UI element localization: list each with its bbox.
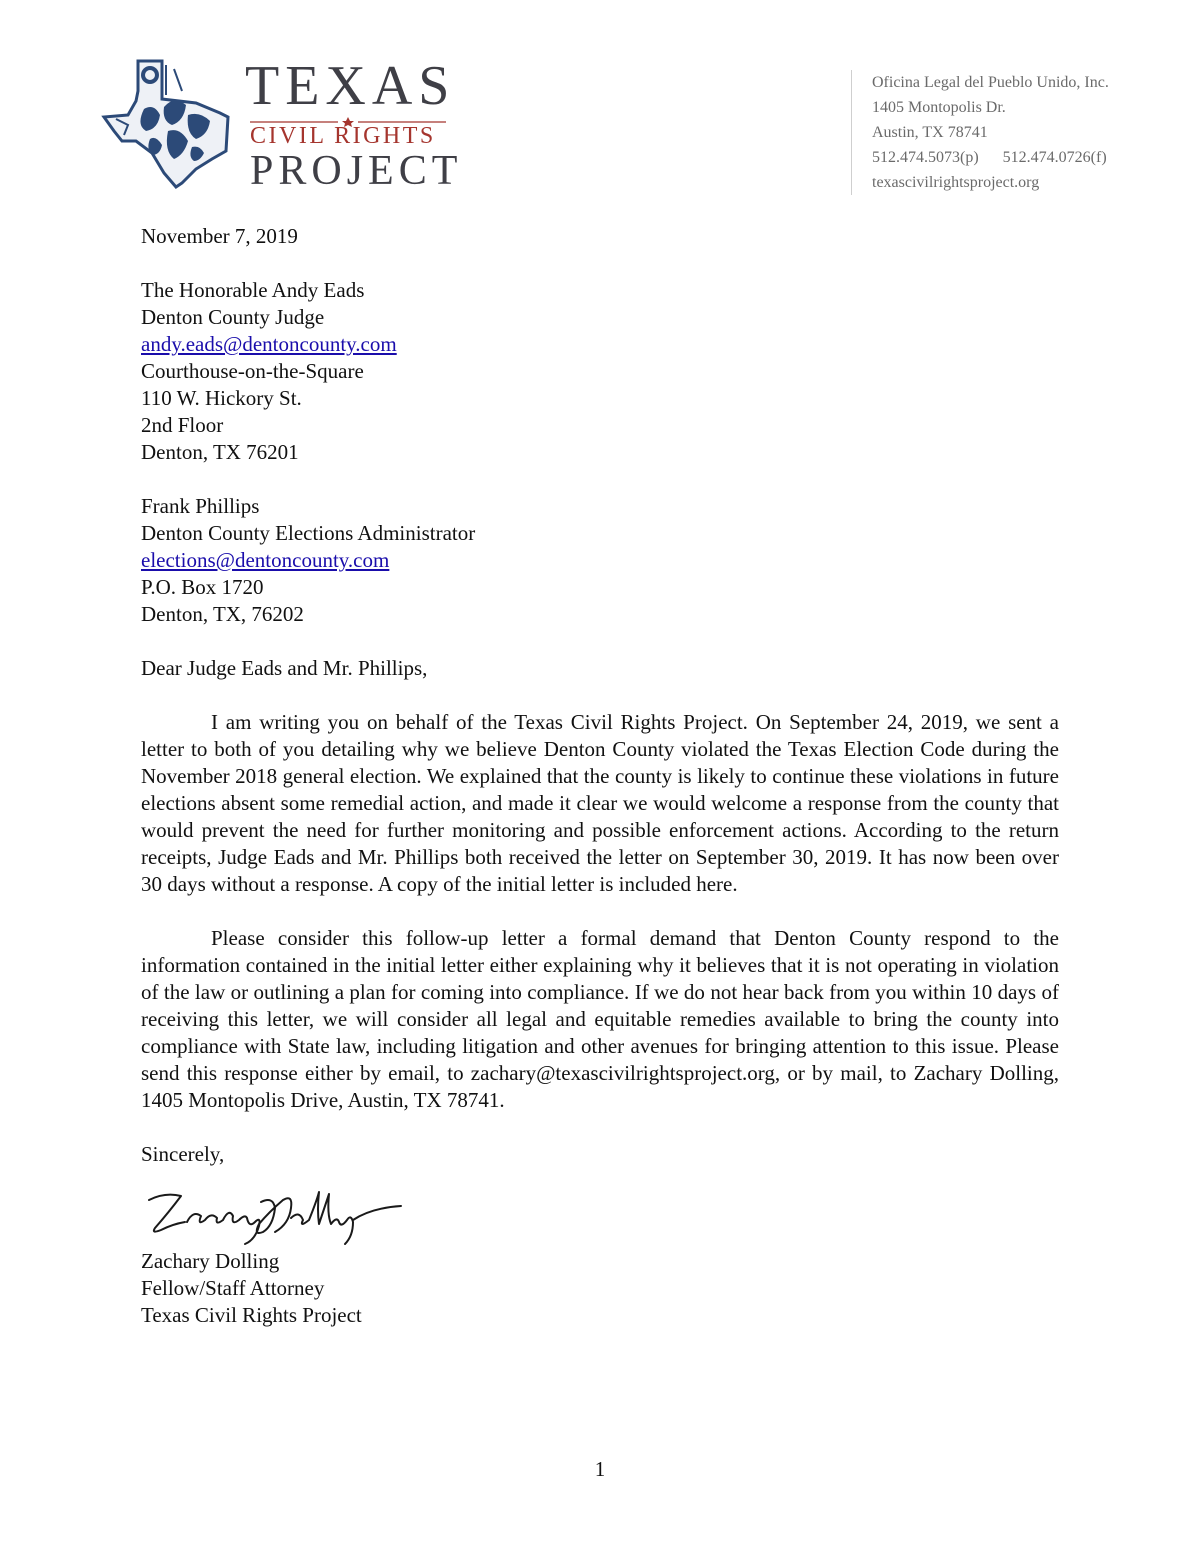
recipient-block — [141, 493, 1059, 628]
recipient-address-line: Denton, TX, 76202 — [141, 602, 304, 626]
letter-body — [141, 223, 1059, 1329]
org-fax: 512.474.0726(f) — [1002, 149, 1107, 166]
organization-logo — [100, 55, 463, 195]
signatory-organization: Texas Civil Rights Project — [141, 1303, 362, 1327]
recipient-address-line: Courthouse-on-the-Square — [141, 359, 364, 383]
body-paragraph: I am writing you on behalf of the Texas Civil Rights Project. On September 24, 2019, we sent a letter to both of you detailing why we believe Denton County violated the Texas Election Code during the November 2018 general election. We explained that the county is likely to continue these violations in future elections absent some remedial action, and made it clear we would welcome a response from the county that would prevent the need for further monitoring and possible enforcement actions. According to the return receipts, Judge Eads and Mr. Phillips both received the letter on September 30, 2019. It has now been over 30 days without a response. A copy of the initial letter is included here. — [141, 710, 1059, 896]
signatory-name: Zachary Dolling — [141, 1249, 280, 1273]
org-phone-fax — [872, 145, 1172, 170]
recipient-address-line: 110 W. Hickory St. — [141, 386, 302, 410]
org-phone: 512.474.5073(p) — [872, 149, 979, 166]
closing: Sincerely, — [141, 1142, 225, 1166]
recipient-email-link[interactable]: andy.eads@dentoncounty.com — [141, 332, 397, 356]
recipient-title: Denton County Elections Administrator — [141, 521, 476, 545]
page-number: 1 — [594, 1457, 606, 1481]
organization-contact-info — [851, 70, 1172, 195]
recipient-title: Denton County Judge — [141, 305, 325, 329]
recipient-block — [141, 277, 1059, 466]
signatory-title: Fellow/Staff Attorney — [141, 1276, 325, 1300]
logo-text-project: PROJECT — [250, 148, 463, 194]
org-street: 1405 Montopolis Dr. — [872, 99, 1006, 116]
recipient-name: Frank Phillips — [141, 494, 260, 518]
handwritten-signature — [141, 1178, 406, 1248]
texas-map-icon — [100, 55, 240, 190]
recipient-address-line: 2nd Floor — [141, 413, 224, 437]
salutation: Dear Judge Eads and Mr. Phillips, — [141, 656, 428, 680]
logo-text-civil-rights: CIVIL RIGHTS — [250, 123, 436, 149]
recipient-name: The Honorable Andy Eads — [141, 278, 365, 302]
org-city: Austin, TX 78741 — [872, 124, 988, 141]
letter-date: November 7, 2019 — [141, 224, 298, 248]
recipient-address-line: P.O. Box 1720 — [141, 575, 264, 599]
body-paragraph: Please consider this follow-up letter a formal demand that Denton County respond to the information contained in the initial letter either explaining why it believes that it is not operating in violation of the law or outlining a plan for coming into compliance. If we do not hear back from you within 10 days of receiving this letter, we will consider all legal and equitable remedies available to bring the county into compliance with State law, including litigation and other avenues for bringing attention to this issue. Please send this response either by email, to zachary@texascivilrightsproject.org, or by mail, to Zachary Dolling, 1405 Montopolis Drive, Austin, TX 78741. — [141, 926, 1059, 1112]
recipient-address-line: Denton, TX 76201 — [141, 440, 299, 464]
org-website[interactable]: texascivilrightsproject.org — [872, 174, 1040, 191]
recipient-email-link[interactable]: elections@dentoncounty.com — [141, 548, 390, 572]
logo-text-texas: TEXAS — [245, 55, 456, 117]
org-name: Oficina Legal del Pueblo Unido, Inc. — [872, 74, 1109, 91]
